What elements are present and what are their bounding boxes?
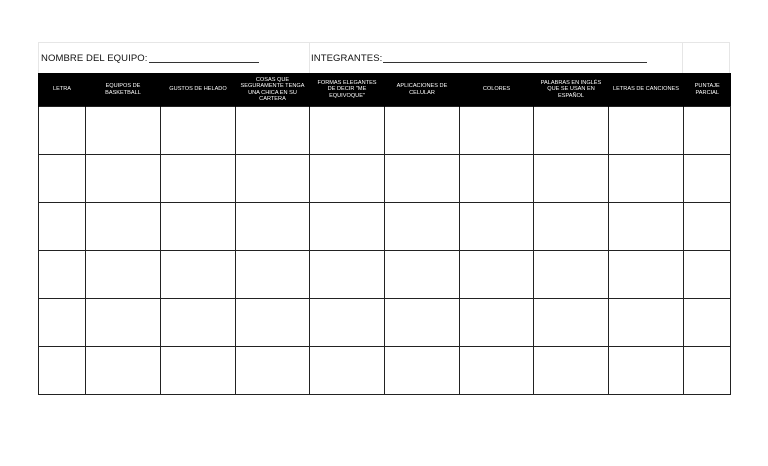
answer-cell[interactable] <box>86 203 161 251</box>
col-header-helado: GUSTOS DE HELADO <box>161 73 236 107</box>
answer-cell[interactable] <box>39 347 86 395</box>
answer-cell[interactable] <box>39 107 86 155</box>
answer-cell[interactable] <box>534 299 609 347</box>
answer-cell[interactable] <box>161 299 236 347</box>
answer-cell[interactable] <box>161 107 236 155</box>
answer-cell[interactable] <box>684 299 731 347</box>
table-row <box>39 203 731 251</box>
col-header-aplicaciones: APLICACIONES DE CELULAR <box>385 73 460 107</box>
answer-cell[interactable] <box>534 155 609 203</box>
answer-cell[interactable] <box>460 107 534 155</box>
answer-cell[interactable] <box>161 203 236 251</box>
answer-cell[interactable] <box>39 155 86 203</box>
top-divider <box>309 43 310 73</box>
answer-cell[interactable] <box>39 251 86 299</box>
answer-cell[interactable] <box>385 107 460 155</box>
answer-cell[interactable] <box>310 347 385 395</box>
team-name-field[interactable] <box>41 43 259 73</box>
team-name-label: NOMBRE DEL EQUIPO: <box>41 52 148 64</box>
answer-cell[interactable] <box>310 155 385 203</box>
answer-cell[interactable] <box>684 347 731 395</box>
table-row <box>39 347 731 395</box>
answer-cell[interactable] <box>684 155 731 203</box>
table-row <box>39 107 731 155</box>
answer-cell[interactable] <box>385 299 460 347</box>
answer-cell[interactable] <box>684 251 731 299</box>
col-header-cartera: COSAS QUE SEGURAMENTE TENGA UNA CHICA EN SU CARTERA <box>236 73 310 107</box>
game-table <box>38 73 731 395</box>
col-header-colores: COLORES <box>460 73 534 107</box>
answer-cell[interactable] <box>534 347 609 395</box>
header-row <box>39 73 731 107</box>
answer-cell[interactable] <box>460 251 534 299</box>
answer-cell[interactable] <box>385 203 460 251</box>
answer-cell[interactable] <box>161 347 236 395</box>
answer-cell[interactable] <box>534 251 609 299</box>
table-row <box>39 155 731 203</box>
answer-cell[interactable] <box>310 251 385 299</box>
answer-cell[interactable] <box>460 155 534 203</box>
answer-cell[interactable] <box>310 107 385 155</box>
answer-cell[interactable] <box>684 203 731 251</box>
answer-cell[interactable] <box>86 107 161 155</box>
answer-cell[interactable] <box>609 347 684 395</box>
team-info-row <box>38 42 730 73</box>
members-label: INTEGRANTES: <box>311 52 383 64</box>
answer-cell[interactable] <box>236 299 310 347</box>
col-header-palabras: PALABRAS EN INGLÉS QUE SE USAN EN ESPAÑOL <box>534 73 609 107</box>
answer-cell[interactable] <box>609 203 684 251</box>
answer-cell[interactable] <box>236 251 310 299</box>
answer-cell[interactable] <box>236 155 310 203</box>
col-header-puntaje: PUNTAJE PARCIAL <box>684 73 731 107</box>
col-header-equipos: EQUIPOS DE BASKETBALL <box>86 73 161 107</box>
answer-cell[interactable] <box>460 299 534 347</box>
answer-cell[interactable] <box>460 347 534 395</box>
members-blank[interactable] <box>383 53 647 63</box>
answer-cell[interactable] <box>310 203 385 251</box>
answer-cell[interactable] <box>684 107 731 155</box>
answer-cell[interactable] <box>310 299 385 347</box>
answer-cell[interactable] <box>385 155 460 203</box>
answer-cell[interactable] <box>236 347 310 395</box>
answer-cell[interactable] <box>609 299 684 347</box>
answer-cell[interactable] <box>39 299 86 347</box>
top-divider <box>682 43 683 73</box>
answer-cell[interactable] <box>609 155 684 203</box>
answer-cell[interactable] <box>609 107 684 155</box>
team-name-blank[interactable] <box>149 53 259 63</box>
answer-cell[interactable] <box>86 155 161 203</box>
answer-cell[interactable] <box>161 251 236 299</box>
answer-cell[interactable] <box>534 203 609 251</box>
answer-cell[interactable] <box>236 107 310 155</box>
answer-cell[interactable] <box>534 107 609 155</box>
answer-cell[interactable] <box>39 203 86 251</box>
answer-cell[interactable] <box>236 203 310 251</box>
members-field[interactable] <box>311 43 647 73</box>
answer-cell[interactable] <box>86 251 161 299</box>
answer-cell[interactable] <box>609 251 684 299</box>
answer-cell[interactable] <box>385 347 460 395</box>
col-header-letra: LETRA <box>39 73 86 107</box>
answer-cell[interactable] <box>385 251 460 299</box>
answer-cell[interactable] <box>161 155 236 203</box>
table-row <box>39 299 731 347</box>
table-row <box>39 251 731 299</box>
col-header-me-equivoque: FORMAS ELEGANTES DE DECIR "ME EQUIVOQUE" <box>310 73 385 107</box>
answer-cell[interactable] <box>460 203 534 251</box>
answer-sheet <box>38 42 730 395</box>
answer-cell[interactable] <box>86 299 161 347</box>
answer-cell[interactable] <box>86 347 161 395</box>
col-header-canciones: LETRAS DE CANCIONES <box>609 73 684 107</box>
